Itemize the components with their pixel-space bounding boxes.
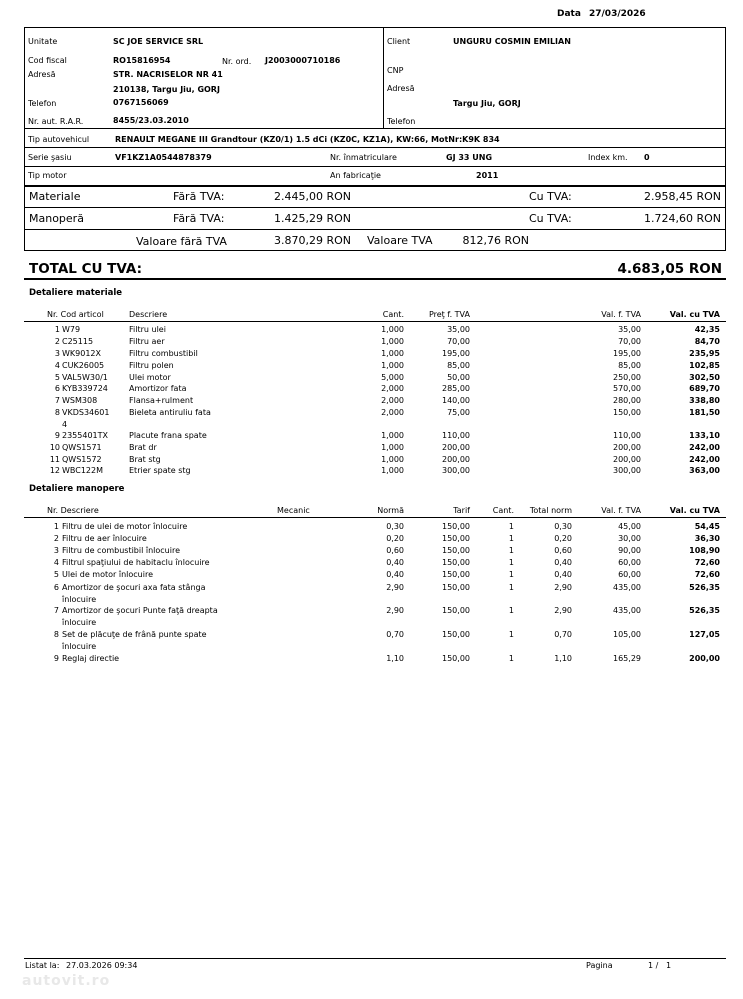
info-box [24, 27, 726, 187]
pagina-value: 1 / 1 [648, 961, 672, 970]
labor-tarif: 150,00 [442, 546, 470, 555]
labor-descriere: Set de plăcuţe de frână punte spate [62, 630, 207, 639]
material-cod: QWS1571 [62, 443, 102, 452]
material-pret: 140,00 [442, 396, 470, 405]
labor-total-norm: 2,90 [554, 606, 572, 615]
material-val-fara: 300,00 [613, 466, 641, 475]
client-label: Client [387, 37, 411, 46]
material-val-cu: 338,80 [689, 396, 720, 405]
rar-label: Nr. aut. R.A.R. [28, 117, 84, 126]
material-cod: W79 [62, 325, 81, 334]
material-pret: 200,00 [442, 455, 470, 464]
labor-header-tarif: Tarif [453, 506, 470, 515]
an-fabricatie-value: 2011 [476, 171, 499, 180]
material-nr: 7 [54, 396, 60, 405]
labor-header-cant: Cant. [492, 506, 514, 515]
material-cant: 1,000 [381, 455, 404, 464]
labor-tarif: 150,00 [442, 606, 470, 615]
telefon-label: Telefon [28, 99, 57, 108]
labor-norma: 0,40 [386, 570, 404, 579]
labor-tarif: 150,00 [442, 570, 470, 579]
labor-val-cu: 526,35 [689, 606, 720, 615]
telefon-value: 0767156069 [113, 98, 169, 107]
material-nr: 6 [54, 384, 60, 393]
labor-total-norm: 0,40 [554, 558, 572, 567]
labor-tarif: 150,00 [442, 522, 470, 531]
material-pret: 70,00 [447, 337, 470, 346]
nr-ord-value: J2003000710186 [265, 56, 341, 65]
material-pret: 50,00 [447, 373, 470, 382]
labor-descriere: Filtrul spaţiului de habitaclu înlocuire [62, 558, 210, 567]
material-cod: QWS1572 [62, 455, 102, 464]
tip-motor-label: Tip motor [28, 171, 67, 180]
material-val-fara: 200,00 [613, 443, 641, 452]
labor-header-val-fara: Val. f. TVA [601, 506, 641, 515]
material-cant: 1,000 [381, 337, 404, 346]
material-cant: 2,000 [381, 396, 404, 405]
material-val-fara: 70,00 [618, 337, 641, 346]
material-val-fara: 110,00 [613, 431, 641, 440]
material-descriere: Brat dr [129, 443, 157, 452]
cod-fiscal-label: Cod fiscal [28, 56, 67, 65]
labor-header-nr-desc: Nr. Descriere [47, 506, 99, 515]
material-val-cu: 84,70 [694, 337, 720, 346]
manopera-cu-tva-value: 1.724,60 RON [643, 212, 721, 225]
material-nr: 11 [49, 455, 60, 464]
valoare-fara-tva-label: Valoare fără TVA [136, 235, 227, 248]
labor-cant: 1 [508, 583, 514, 592]
labor-total-norm: 0,30 [554, 522, 572, 531]
labor-val-fara: 30,00 [618, 534, 641, 543]
manopera-fara-tva-label: Fără TVA: [173, 212, 225, 225]
labor-nr: 8 [53, 630, 59, 639]
material-pret: 110,00 [442, 431, 470, 440]
material-cod: CUK26005 [62, 361, 105, 370]
material-cod: VAL5W30/1 [62, 373, 108, 382]
material-cant: 1,000 [381, 361, 404, 370]
material-cant: 1,000 [381, 325, 404, 334]
material-val-cu: 242,00 [689, 455, 720, 464]
materials-header-val-fara: Val. f. TVA [601, 310, 641, 319]
labor-cant: 1 [508, 534, 514, 543]
labor-total-norm: 0,40 [554, 570, 572, 579]
labor-norma: 2,90 [386, 606, 404, 615]
labor-tarif: 150,00 [442, 558, 470, 567]
labor-val-cu: 72,60 [694, 558, 720, 567]
labor-val-fara: 45,00 [618, 522, 641, 531]
labor-val-cu: 526,35 [689, 583, 720, 592]
labor-header-val-cu: Val. cu TVA [669, 506, 720, 515]
material-descriere: Placute frana spate [129, 431, 207, 440]
unitate-label: Unitate [28, 37, 58, 46]
valoare-tva-value: 812,76 RON [462, 234, 529, 247]
material-cant: 1,000 [381, 466, 404, 475]
material-pret: 195,00 [442, 349, 470, 358]
materials-title: Detaliere materiale [29, 288, 123, 298]
material-nr: 12 [49, 466, 60, 475]
client-adresa-value: Targu Jiu, GORJ [453, 99, 521, 108]
total-cu-tva-value: 4.683,05 RON [617, 261, 722, 277]
material-cod: C25115 [62, 337, 94, 346]
material-val-fara: 250,00 [613, 373, 641, 382]
material-val-cu: 42,35 [694, 325, 720, 334]
material-cant: 2,000 [381, 408, 404, 417]
material-cant: 1,000 [381, 443, 404, 452]
labor-nr: 9 [53, 654, 59, 663]
material-cod: WK9012X [62, 349, 101, 358]
index-km-value: 0 [644, 153, 650, 162]
labor-tarif: 150,00 [442, 583, 470, 592]
materials-header-nr-cod: Nr. Cod articol [47, 310, 104, 319]
labor-norma: 0,70 [386, 630, 404, 639]
labor-title: Detaliere manopere [29, 484, 125, 494]
cnp-label: CNP [387, 66, 404, 75]
material-descriere: Bieleta antiruliu fata [129, 408, 211, 417]
material-nr: 3 [54, 349, 60, 358]
nr-ord-label: Nr. ord. [222, 57, 252, 66]
material-cod: WBC122M [62, 466, 104, 475]
labor-descriere: Amortizor de şocuri axa fata stânga [62, 583, 206, 592]
pagina-label: Pagina [586, 961, 613, 970]
material-cant: 1,000 [381, 431, 404, 440]
labor-tarif: 150,00 [442, 534, 470, 543]
index-km-label: Index km. [588, 153, 628, 162]
materials-header-descriere: Descriere [129, 310, 168, 319]
labor-val-cu: 36,30 [694, 534, 720, 543]
labor-total-norm: 0,20 [554, 534, 572, 543]
labor-descriere-cont: înlocuire [62, 642, 97, 651]
labor-descriere: Filtru de aer înlocuire [62, 534, 147, 543]
listat-value: 27.03.2026 09:34 [66, 961, 138, 970]
material-cod: VKDS34601 [62, 408, 110, 417]
material-nr: 5 [54, 373, 60, 382]
rar-value: 8455/23.03.2010 [113, 116, 189, 125]
labor-descriere: Filtru de ulei de motor înlocuire [62, 522, 188, 531]
materiale-cu-tva-label: Cu TVA: [529, 190, 572, 203]
labor-nr: 1 [53, 522, 59, 531]
labor-val-fara: 435,00 [613, 606, 641, 615]
labor-total-norm: 0,60 [554, 546, 572, 555]
material-descriere: Brat stg [129, 455, 161, 464]
material-val-fara: 570,00 [613, 384, 641, 393]
materials-header-val-cu: Val. cu TVA [669, 310, 720, 319]
client-telefon-label: Telefon [387, 117, 416, 126]
labor-descriere: Reglaj directie [62, 654, 120, 663]
material-val-cu: 133,10 [689, 431, 720, 440]
material-descriere: Amortizor fata [129, 384, 187, 393]
material-val-cu: 102,85 [689, 361, 720, 370]
material-pret: 300,00 [442, 466, 470, 475]
labor-cant: 1 [508, 606, 514, 615]
labor-header-total-norm: Total norm [529, 506, 572, 515]
labor-val-cu: 54,45 [694, 522, 720, 531]
material-nr: 2 [54, 337, 60, 346]
material-descriere: Flansa+rulment [129, 396, 194, 405]
labor-norma: 0,30 [386, 522, 404, 531]
labor-norma: 0,60 [386, 546, 404, 555]
labor-val-cu: 200,00 [689, 654, 720, 663]
material-descriere: Ulei motor [129, 373, 171, 382]
labor-cant: 1 [508, 558, 514, 567]
labor-val-cu: 108,90 [689, 546, 720, 555]
labor-descriere: Ulei de motor înlocuire [62, 570, 153, 579]
client-adresa-label: Adresă [387, 84, 415, 93]
labor-nr: 4 [53, 558, 59, 567]
material-nr: 4 [54, 361, 60, 370]
material-val-cu: 302,50 [689, 373, 720, 382]
material-val-cu: 363,00 [689, 466, 720, 475]
manopera-label: Manoperă [29, 212, 84, 225]
date-value: 27/03/2026 [589, 9, 646, 19]
tip-auto-value: RENAULT MEGANE III Grandtour (KZ0/1) 1.5 dCi (KZ0C, KZ1A), KW:66, MotNr:K9K 834 [115, 135, 500, 144]
labor-header-norma: Normă [377, 506, 404, 515]
materials-header-cant: Cant. [382, 310, 404, 319]
materiale-label: Materiale [29, 190, 81, 203]
material-val-fara: 200,00 [613, 455, 641, 464]
labor-norma: 0,20 [386, 534, 404, 543]
labor-val-cu: 127,05 [689, 630, 720, 639]
material-descriere: Filtru polen [129, 361, 174, 370]
material-pret: 85,00 [447, 361, 470, 370]
labor-val-fara: 60,00 [618, 570, 641, 579]
adresa-line2: 210138, Targu Jiu, GORJ [113, 85, 220, 94]
cod-fiscal-value: RO15816954 [113, 56, 171, 65]
material-val-fara: 85,00 [618, 361, 641, 370]
labor-descriere: Amortizor de şocuri Punte faţă dreapta [62, 606, 218, 615]
material-cod: KYB339724 [62, 384, 108, 393]
material-val-cu: 235,95 [689, 349, 720, 358]
serie-label: Serie şasiu [28, 153, 72, 162]
nr-inmatriculare-label: Nr. înmatriculare [330, 153, 397, 162]
material-nr: 10 [49, 443, 60, 452]
manopera-fara-tva-value: 1.425,29 RON [273, 212, 351, 225]
materiale-fara-tva-value: 2.445,00 RON [273, 190, 351, 203]
labor-norma: 0,40 [386, 558, 404, 567]
labor-descriere-cont: înlocuire [62, 618, 97, 627]
labor-val-fara: 165,29 [613, 654, 641, 663]
labor-val-fara: 90,00 [618, 546, 641, 555]
material-pret: 75,00 [447, 408, 470, 417]
labor-cant: 1 [508, 522, 514, 531]
material-val-cu: 242,00 [689, 443, 720, 452]
material-val-fara: 35,00 [618, 325, 641, 334]
labor-norma: 1,10 [386, 654, 404, 663]
labor-nr: 7 [53, 606, 59, 615]
materiale-fara-tva-label: Fără TVA: [173, 190, 225, 203]
labor-nr: 2 [53, 534, 59, 543]
labor-norma: 2,90 [386, 583, 404, 592]
labor-val-fara: 435,00 [613, 583, 641, 592]
client-value: UNGURU COSMIN EMILIAN [453, 37, 571, 46]
material-val-fara: 195,00 [613, 349, 641, 358]
material-pret: 285,00 [442, 384, 470, 393]
material-descriere: Etrier spate stg [129, 466, 191, 475]
nr-inmatriculare-value: GJ 33 UNG [446, 153, 493, 162]
material-cod: WSM308 [62, 396, 98, 405]
adresa-line1: STR. NACRISELOR NR 41 [113, 70, 223, 79]
labor-nr: 3 [53, 546, 59, 555]
material-descriere: Filtru aer [129, 337, 165, 346]
labor-tarif: 150,00 [442, 654, 470, 663]
material-val-fara: 280,00 [613, 396, 641, 405]
labor-descriere: Filtru de combustibil înlocuire [62, 546, 181, 555]
labor-total-norm: 0,70 [554, 630, 572, 639]
manopera-cu-tva-label: Cu TVA: [529, 212, 572, 225]
material-nr: 1 [54, 325, 60, 334]
serie-value: VF1KZ1A0544878379 [115, 153, 212, 162]
labor-total-norm: 2,90 [554, 583, 572, 592]
material-descriere: Filtru combustibil [129, 349, 198, 358]
material-cant: 5,000 [381, 373, 404, 382]
material-cod: 2355401TX [62, 431, 108, 440]
material-descriere: Filtru ulei [129, 325, 166, 334]
date-label: Data [557, 9, 581, 19]
materials-header-pret: Preţ f. TVA [428, 310, 470, 319]
material-cant: 2,000 [381, 384, 404, 393]
labor-nr: 5 [53, 570, 59, 579]
material-pret: 35,00 [447, 325, 470, 334]
labor-val-fara: 105,00 [613, 630, 641, 639]
total-cu-tva-label: TOTAL CU TVA: [29, 261, 143, 277]
labor-descriere-cont: înlocuire [62, 595, 97, 604]
material-pret: 200,00 [442, 443, 470, 452]
labor-nr: 6 [53, 583, 59, 592]
adresa-label: Adresă [28, 70, 56, 79]
material-val-cu: 181,50 [689, 408, 720, 417]
an-fabricatie-label: An fabricaţie [330, 171, 381, 180]
material-cant: 1,000 [381, 349, 404, 358]
labor-total-norm: 1,10 [554, 654, 572, 663]
labor-header-mecanic: Mecanic [277, 506, 310, 515]
material-val-fara: 150,00 [613, 408, 641, 417]
labor-tarif: 150,00 [442, 630, 470, 639]
unitate-value: SC JOE SERVICE SRL [113, 37, 204, 46]
labor-cant: 1 [508, 570, 514, 579]
labor-cant: 1 [508, 630, 514, 639]
watermark: autovit.ro [22, 973, 111, 989]
valoare-fara-tva-value: 3.870,29 RON [273, 234, 351, 247]
valoare-tva-label: Valoare TVA [367, 234, 433, 247]
labor-cant: 1 [508, 546, 514, 555]
tip-auto-label: Tip autovehicul [28, 135, 90, 144]
materiale-cu-tva-value: 2.958,45 RON [643, 190, 721, 203]
labor-val-cu: 72,60 [694, 570, 720, 579]
material-nr: 8 [54, 408, 60, 417]
listat-label: Listat la: [25, 961, 60, 970]
labor-cant: 1 [508, 654, 514, 663]
material-val-cu: 689,70 [689, 384, 720, 393]
material-cod-cont: 4 [62, 420, 68, 429]
labor-val-fara: 60,00 [618, 558, 641, 567]
material-nr: 9 [54, 431, 60, 440]
